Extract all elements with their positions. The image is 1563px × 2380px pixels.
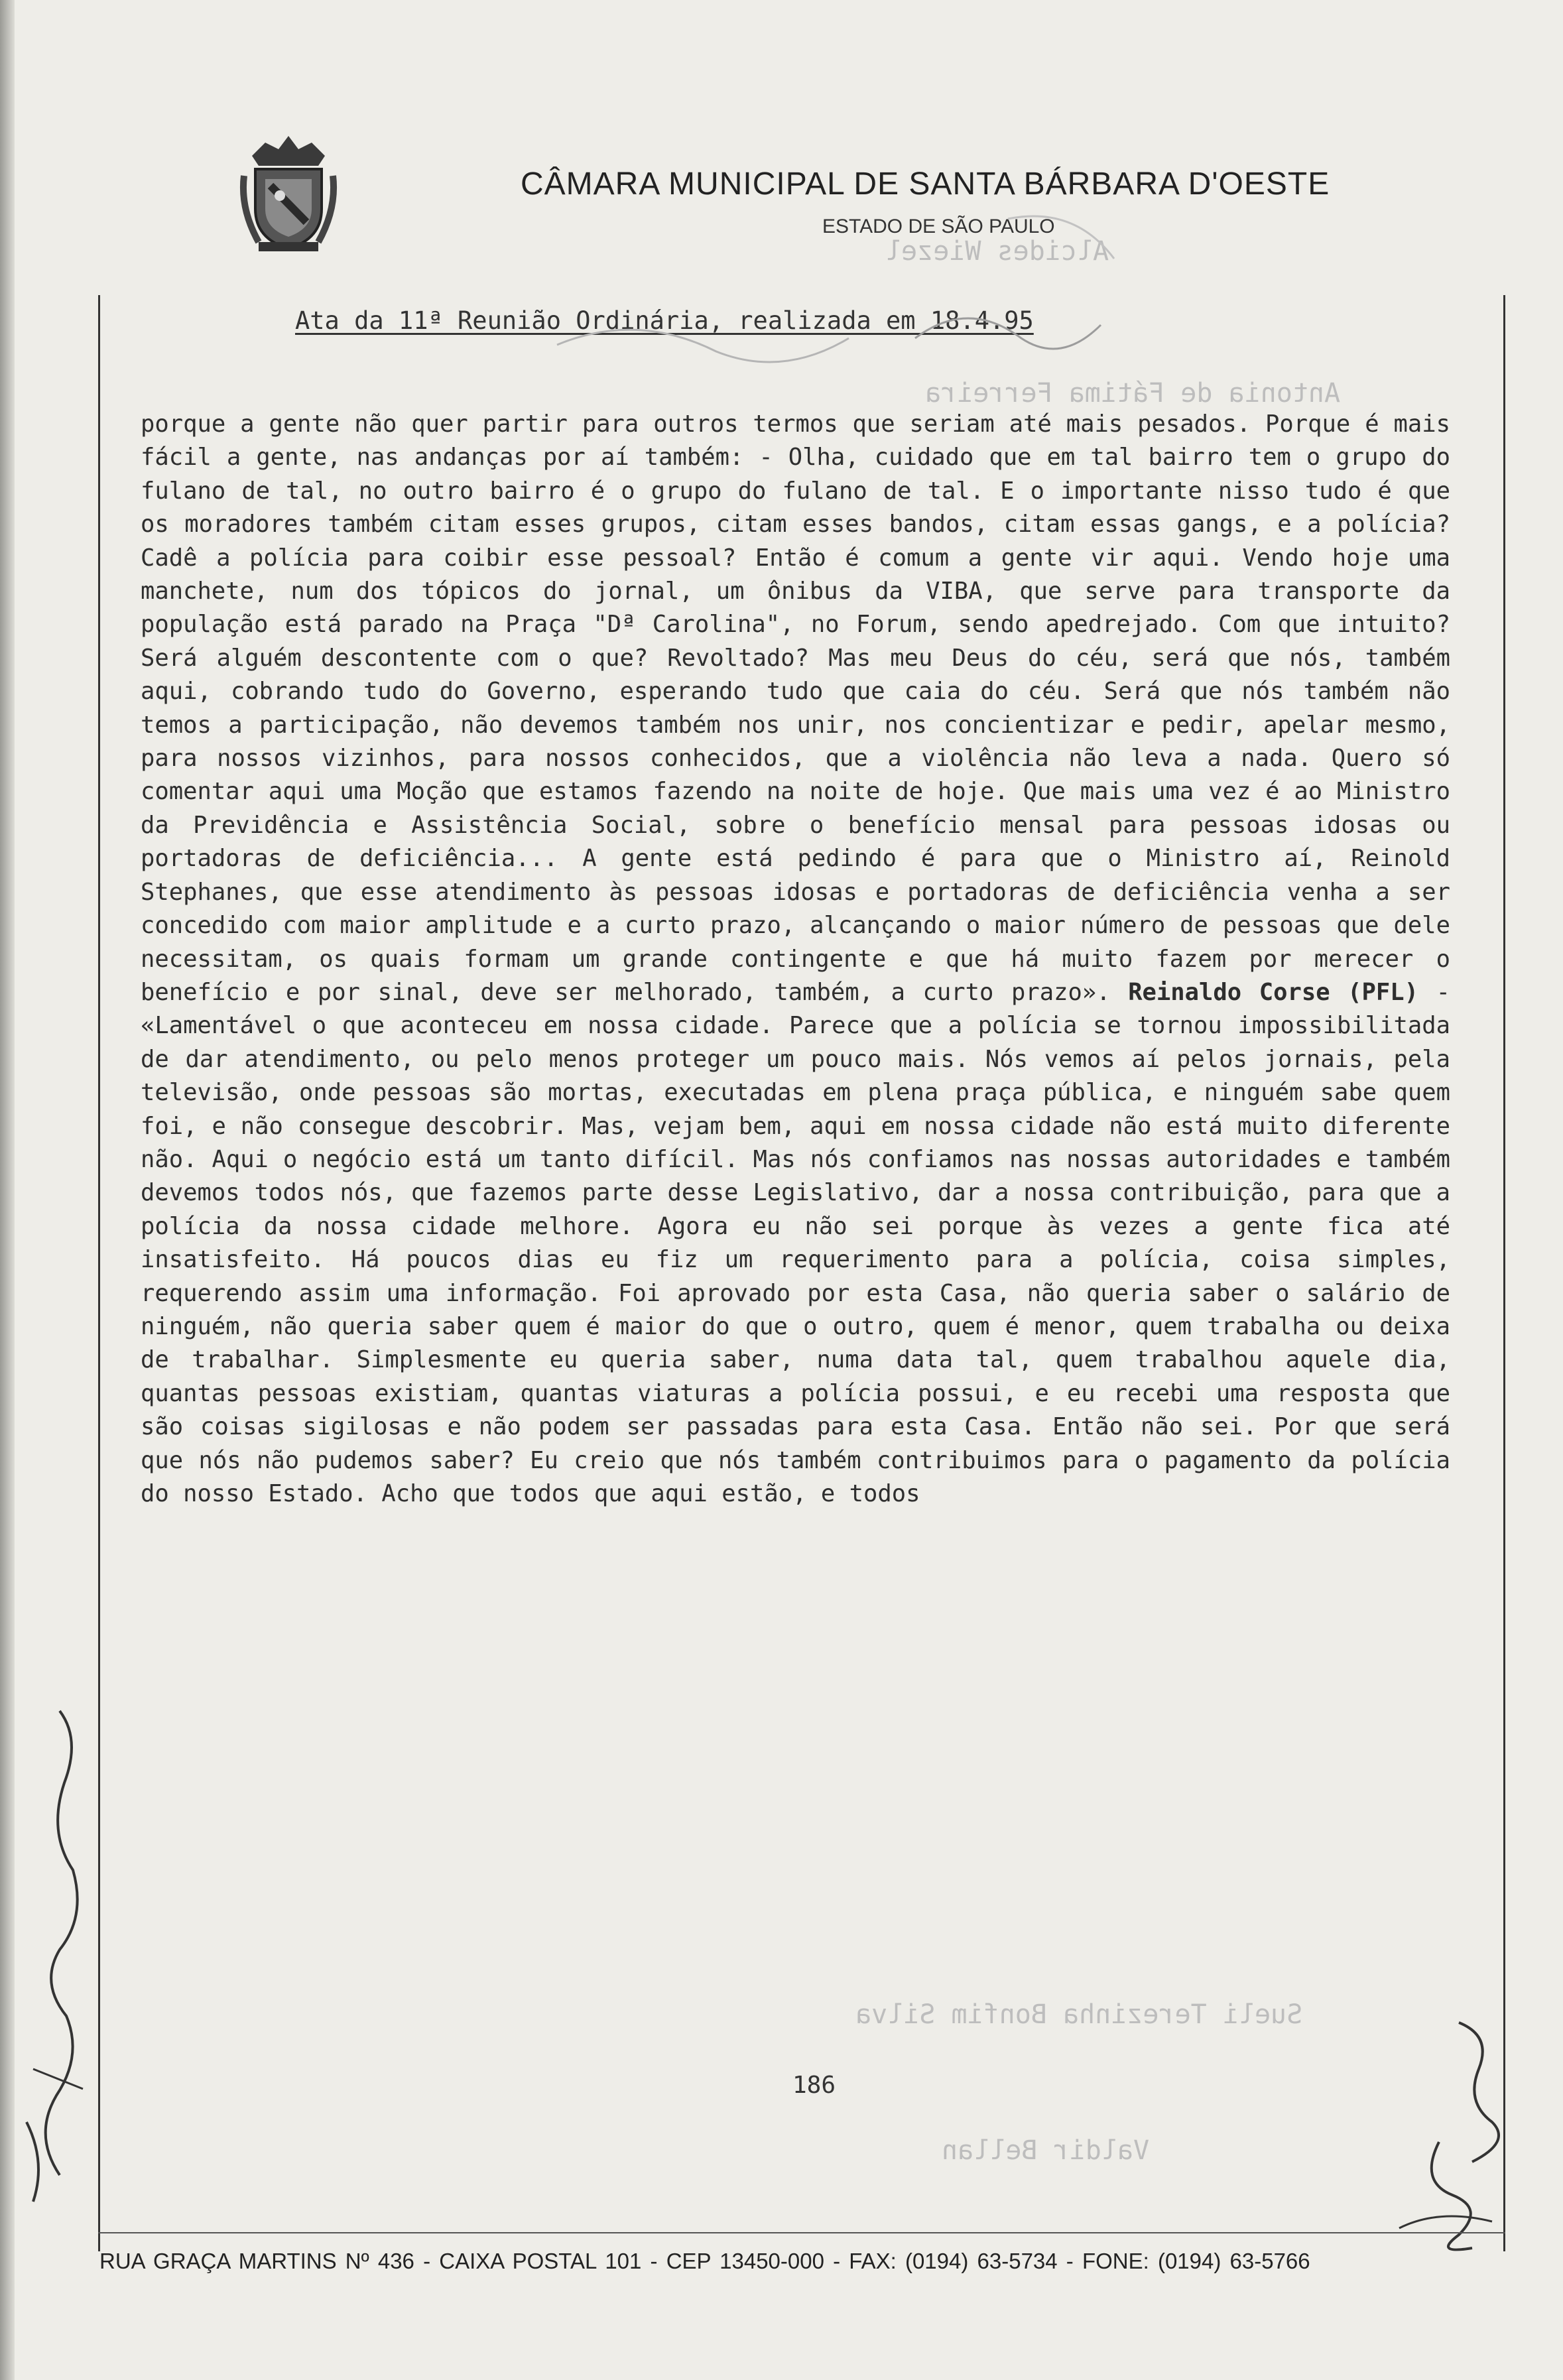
bleed-through-text: Sueli Terezinha Bonfim Silva bbox=[855, 1999, 1303, 2030]
state-name: ESTADO DE SÃO PAULO bbox=[822, 216, 1055, 237]
bleed-through-text: Valdir Bellan bbox=[942, 2135, 1150, 2166]
footer-address: RUA GRAÇA MARTINS Nº 436 - CAIXA POSTAL 101 - CEP 13450-000 - FAX: (0194) 63-5734 - FONE: (0194) 63-5766 bbox=[99, 2249, 1310, 2273]
minutes-body bbox=[141, 408, 1450, 1511]
body-paragraph: porque a gente não quer partir para outros termos que seriam até mais pesados. Porque é mais fácil a gente, nas andanças por aí também: - Olha, cuidado que em tal bairro tem o grupo do fulano de tal, no outro bairro é o grupo do fulano de tal. E o importante nisso tudo é que os moradores também citam esses grupos, citam esses bandos, citam essas gangs, e a polícia? Cadê a polícia para coibir esse pessoal? Então é comum a gente vir aqui. Vendo hoje uma manchete, num dos tópicos do jornal, um ônibus da VIBA, que serve para transporte da população está parado na Praça "Dª Carolina", no Forum, sendo apedrejado. Com que intuito? Será alguém descontente com o que? Revoltado? Mas meu Deus do céu, será que nós, também aqui, cobrando tudo do Governo, esperando tudo que caia do céu. Será que nós também não temos a participação, não devemos também nos unir, nos concientizar e pedir, apelar mesmo, para nossos vizinhos, para nossos conhecidos, que a violência não leva a nada. Quero só comentar aqui uma Moção que estamos fazendo na noite de hoje. Que mais uma vez é ao Ministro da Previdência e Assistência Social, sobre o benefício mensal para pessoas idosas ou portadoras de deficiência... A gente está pedindo é para que o Ministro aí, Reinold Stephanes, que esse atendimento às pessoas idosas e portadoras de deficiência venha a ser concedido com maior amplitude e a curto prazo, alcançando o maior número de pessoas que dele necessitam, os quais formam um grande contingente e que há muito fazem por merecer o benefício e por sinal, deve ser melhorado, também, a curto prazo». bbox=[141, 410, 1450, 1006]
right-bottom-signature bbox=[1359, 2009, 1519, 2261]
bleed-through-text: Alcides Wiezel bbox=[885, 236, 1109, 267]
municipal-crest-icon bbox=[239, 129, 338, 255]
left-margin-rule bbox=[98, 295, 100, 2251]
left-margin-signature bbox=[20, 1698, 93, 2215]
institution-name: CÂMARA MUNICIPAL DE SANTA BÁRBARA D'OESTE bbox=[521, 166, 1330, 202]
footer-rule bbox=[98, 2232, 1505, 2233]
faint-signatures bbox=[504, 179, 1300, 398]
speaker-name: Reinaldo Corse (PFL) bbox=[1128, 978, 1419, 1006]
right-margin-rule bbox=[1503, 295, 1505, 2251]
page-number: 186 bbox=[792, 2072, 836, 2099]
bleed-through-text: Antonia de Fátima Ferreira bbox=[925, 378, 1341, 408]
scan-edge bbox=[0, 0, 15, 2380]
minutes-title: Ata da 11ª Reunião Ordinária, realizada em 18.4.95 bbox=[295, 306, 1034, 335]
body-paragraph: - «Lamentável o que aconteceu em nossa cidade. Parece que a polícia se tornou impossibilitada de dar atendimento, ou pelo menos proteger um pouco mais. Nós vemos aí pelos jornais, pela televisão, onde pessoas são mortas, executadas em plena praça pública, e ninguém sabe quem foi, e não consegue descobrir. Mas, vejam bem, aqui em nossa cidade não está muito diferente não. Aqui o negócio está um tanto difícil. Mas nós confiamos nas nossas autoridades e também devemos todos nós, que fazemos parte desse Legislativo, dar a nossa contribuição, para que a polícia da nossa cidade melhore. Agora eu não sei porque às vezes a gente fica até insatisfeito. Há poucos dias eu fiz um requerimento para a polícia, coisa simples, requerendo assim uma informação. Foi aprovado por esta Casa, não queria saber o salário de ninguém, não queria saber quem é maior do que o outro, quem é menor, quem trabalha ou deixa de trabalhar. Simplesmente eu queria saber, numa data tal, quem trabalhou aquele dia, quantas pessoas existiam, quantas viaturas a polícia possui, e eu recebi uma resposta que são coisas sigilosas e não podem ser passadas para esta Casa. Então não sei. Por que será que nós não pudemos saber? Eu creio que nós também contribuimos para o pagamento da polícia do nosso Estado. Acho que todos que aqui estão, e todos bbox=[141, 978, 1450, 1507]
